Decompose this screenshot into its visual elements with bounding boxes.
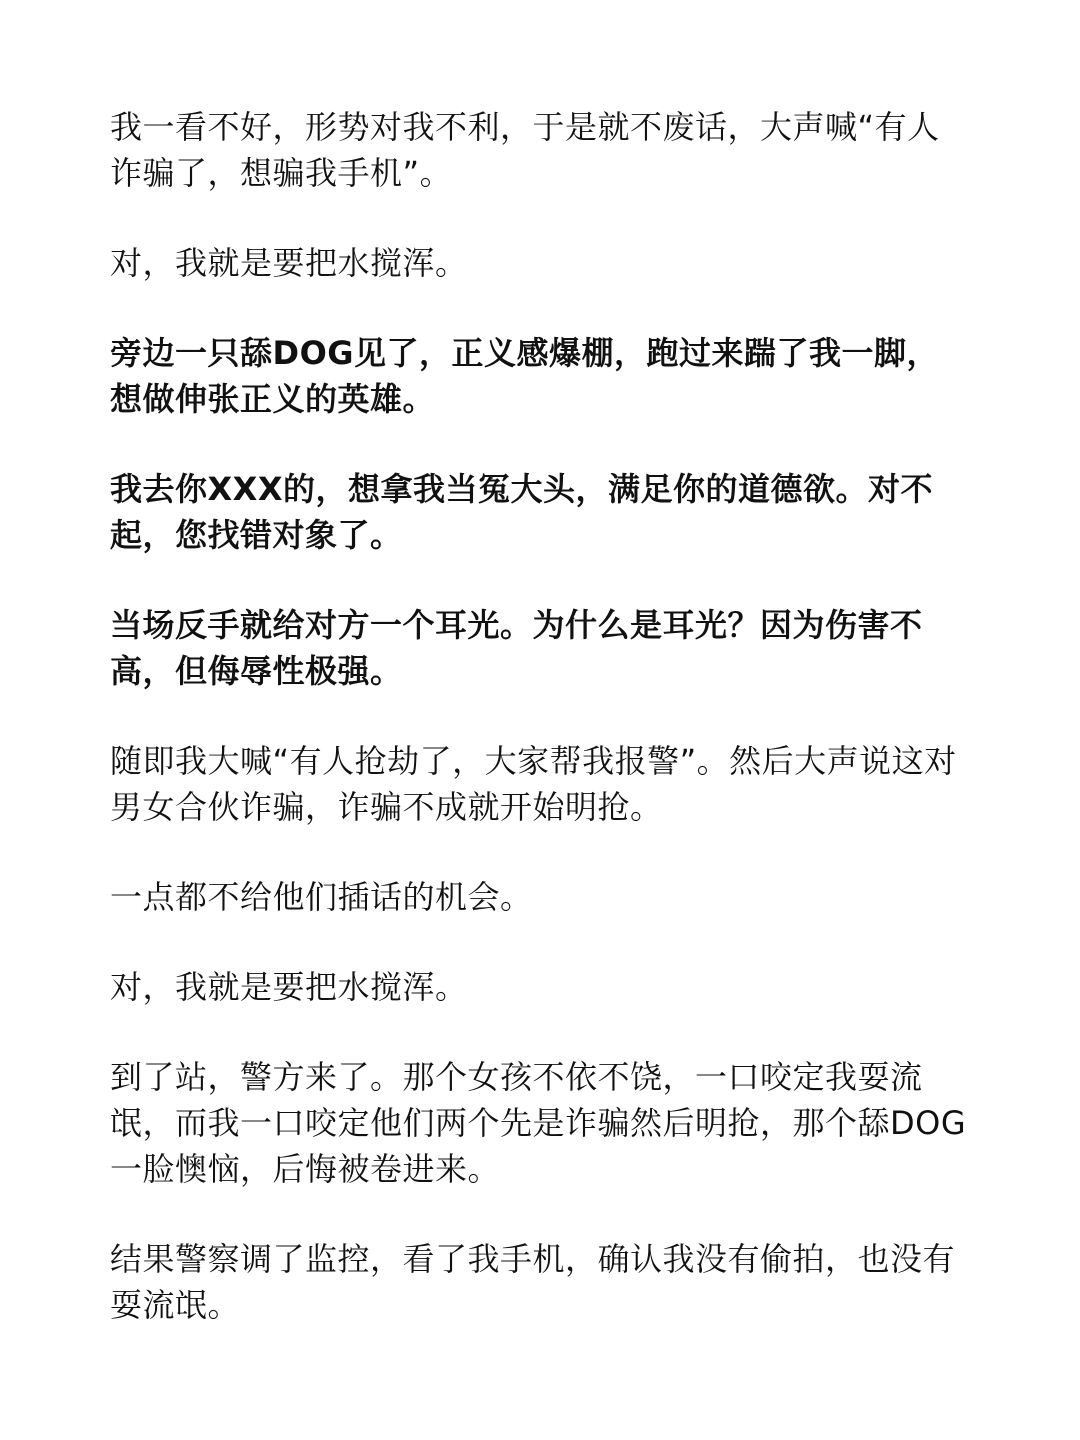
paragraph: 到了站，警方来了。那个女孩不依不饶，一口咬定我耍流氓，而我一口咬定他们两个先是诈骗然后明抢，那个舔DOG一脸懊恼，后悔被卷进来。 <box>110 1058 967 1188</box>
paragraph: 随即我大喊“有人抢劫了，大家帮我报警”。然后大声说这对男女合伙诈骗，诈骗不成就开始明抢。 <box>110 742 957 826</box>
article-body <box>110 104 970 1372</box>
paragraph: 对，我就是要把水搅浑。 <box>110 968 468 1006</box>
paragraph: 对，我就是要把水搅浑。 <box>110 244 468 282</box>
paragraph-bold: 旁边一只舔DOG见了，正义感爆棚，跑过来踹了我一脚，想做伸张正义的英雄。 <box>110 334 940 418</box>
paragraph-bold: 我去你XXX的，想拿我当冤大头，满足你的道德欲。对不起，您找错对象了。 <box>110 470 934 554</box>
paragraph: 结果警察调了监控，看了我手机，确认我没有偷拍，也没有耍流氓。 <box>110 1240 956 1324</box>
paragraph: 我一看不好，形势对我不利，于是就不废话，大声喊“有人诈骗了，想骗我手机”。 <box>110 108 940 192</box>
paragraph-bold: 当场反手就给对方一个耳光。为什么是耳光？因为伤害不高，但侮辱性极强。 <box>110 606 923 690</box>
paragraph: 一点都不给他们插话的机会。 <box>110 878 533 916</box>
